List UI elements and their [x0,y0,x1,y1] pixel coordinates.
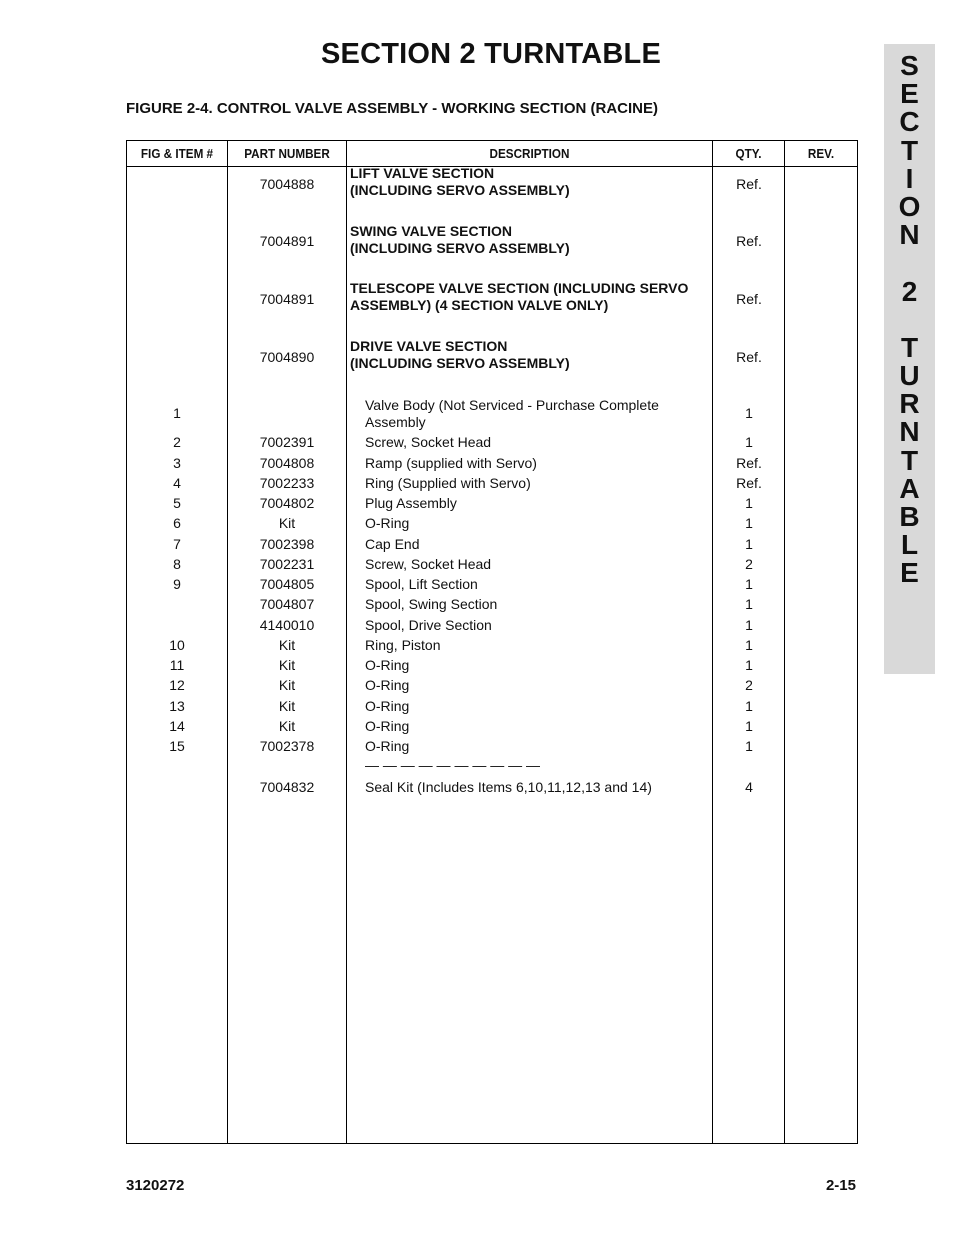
part-number-cell: 7004888 [259,176,315,192]
part-number-cell: 7004807 [259,596,315,612]
description-cell: Cap End [365,536,420,552]
part-number-cell: Kit [278,677,296,693]
qty-cell: 4 [745,779,753,795]
part-number-cell: 7002378 [259,738,315,754]
fig-item-cell: 7 [173,536,181,552]
part-number-cell: 4140010 [259,617,315,633]
description-cell: Spool, Lift Section [365,576,478,592]
column-header-part-number: PART NUMBER [244,146,330,161]
column-header-qty: QTY. [735,146,762,161]
part-number-cell: 7004805 [259,576,315,592]
section-side-tab [884,44,935,674]
side-tab-letter: L [900,529,919,561]
description-cell: O-Ring [365,718,410,734]
qty-cell: 1 [745,405,753,421]
part-number-cell: Kit [278,657,296,673]
qty-cell: Ref. [736,291,762,307]
column-header-fig-item: FIG & ITEM # [140,146,214,161]
description-cell: — — — — — — — — — — [365,757,541,773]
description-cell: Ring, Piston [365,637,441,653]
column-header-description: DESCRIPTION [489,146,570,161]
side-tab-letter: E [900,557,919,589]
qty-cell: 1 [745,536,753,552]
fig-item-cell: 10 [169,637,185,653]
part-number-cell: 7004832 [259,779,315,795]
qty-cell: Ref. [736,475,762,491]
fig-item-cell: 12 [169,677,185,693]
description-cell: Valve Body (Not Serviced - Purchase Complete Assembly [365,397,659,430]
qty-cell: 2 [745,677,753,693]
description-cell: Spool, Swing Section [365,596,498,612]
side-tab-letter: T [900,331,919,363]
side-tab-letter: R [899,388,920,420]
qty-cell: Ref. [736,349,762,365]
fig-item-cell: 11 [169,657,185,673]
part-number-cell: 7004891 [259,291,315,307]
column-divider [712,141,713,1143]
page-number: 2-15 [825,1177,856,1194]
qty-cell: Ref. [736,176,762,192]
column-divider [346,141,347,1143]
description-cell: O-Ring [365,677,410,693]
side-tab-letter: N [899,416,920,448]
qty-cell: Ref. [736,455,762,471]
description-cell: Screw, Socket Head [365,556,492,572]
part-number-cell: 7002391 [259,434,315,450]
side-tab-letter: T [900,444,919,476]
qty-cell: 1 [745,738,753,754]
side-tab-letter: O [898,190,921,222]
part-number-cell: 7002233 [259,475,315,491]
qty-cell: 1 [745,617,753,633]
description-cell: Ring (Supplied with Servo) [365,475,531,491]
side-tab-letter: T [900,134,919,166]
part-number-cell: 7002398 [259,536,315,552]
part-number-cell: 7004808 [259,455,315,471]
side-tab-letter: U [899,360,920,392]
fig-item-cell: 13 [169,698,185,714]
fig-item-cell: 9 [173,576,181,592]
part-number-cell: Kit [278,637,296,653]
description-cell: Ramp (supplied with Servo) [365,455,537,471]
fig-item-cell: 5 [173,495,181,511]
qty-cell: 1 [745,434,753,450]
part-number-cell: 7004802 [259,495,315,511]
side-tab-letter: S [900,50,919,81]
side-tab-letter: E [900,78,919,110]
part-number-cell: Kit [278,718,296,734]
parts-table [126,140,858,1144]
side-tab-letter: B [899,501,920,532]
qty-cell: 1 [745,515,753,531]
description-cell: O-Ring [365,698,410,714]
section-title: SECTION 2 TURNTABLE [321,38,661,70]
description-cell: Spool, Drive Section [365,617,492,633]
column-divider [784,141,785,1143]
side-tab-letter: I [905,162,914,194]
part-number-cell: 7002231 [259,556,315,572]
side-tab-letter: 2 [901,275,918,307]
qty-cell: 1 [745,657,753,673]
fig-item-cell: 2 [173,434,181,450]
fig-item-cell: 14 [169,718,185,734]
qty-cell: 1 [745,718,753,734]
description-cell: Plug Assembly [365,495,457,511]
description-cell: Screw, Socket Head [365,434,492,450]
description-heading: LIFT VALVE SECTION (INCLUDING SERVO ASSEMBLY) [350,165,570,198]
figure-title: FIGURE 2-4. CONTROL VALVE ASSEMBLY - WORKING SECTION (RACINE) [126,100,658,117]
qty-cell: 1 [745,637,753,653]
fig-item-cell: 1 [173,405,181,421]
part-number-cell: 7004891 [259,233,315,249]
part-number-cell: Kit [278,698,296,714]
qty-cell: 1 [745,698,753,714]
side-tab-letter: N [899,219,920,251]
qty-cell: 2 [745,556,753,572]
fig-item-cell: 8 [173,556,181,572]
description-heading: TELESCOPE VALVE SECTION (INCLUDING SERVO ASSEMBLY) (4 SECTION VALVE ONLY) [350,280,689,313]
qty-cell: 1 [745,576,753,592]
part-number-cell: 7004890 [259,349,315,365]
fig-item-cell: 3 [173,455,181,471]
description-cell: O-Ring [365,738,410,754]
fig-item-cell: 15 [169,738,185,754]
description-cell: O-Ring [365,657,410,673]
document-number: 3120272 [126,1177,185,1194]
column-header-rev: REV. [807,146,835,161]
part-number-cell: Kit [278,515,296,531]
qty-cell: 1 [745,596,753,612]
description-cell: Seal Kit (Includes Items 6,10,11,12,13 and 14) [365,779,652,795]
qty-cell: 1 [745,495,753,511]
qty-cell: Ref. [736,233,762,249]
fig-item-cell: 4 [173,475,181,491]
side-tab-letter: A [899,472,920,504]
description-cell: O-Ring [365,515,410,531]
description-heading: SWING VALVE SECTION (INCLUDING SERVO ASSEMBLY) [350,223,570,256]
fig-item-cell: 6 [173,515,181,531]
side-tab-letter: C [899,106,920,138]
description-heading: DRIVE VALVE SECTION (INCLUDING SERVO ASSEMBLY) [350,338,570,371]
